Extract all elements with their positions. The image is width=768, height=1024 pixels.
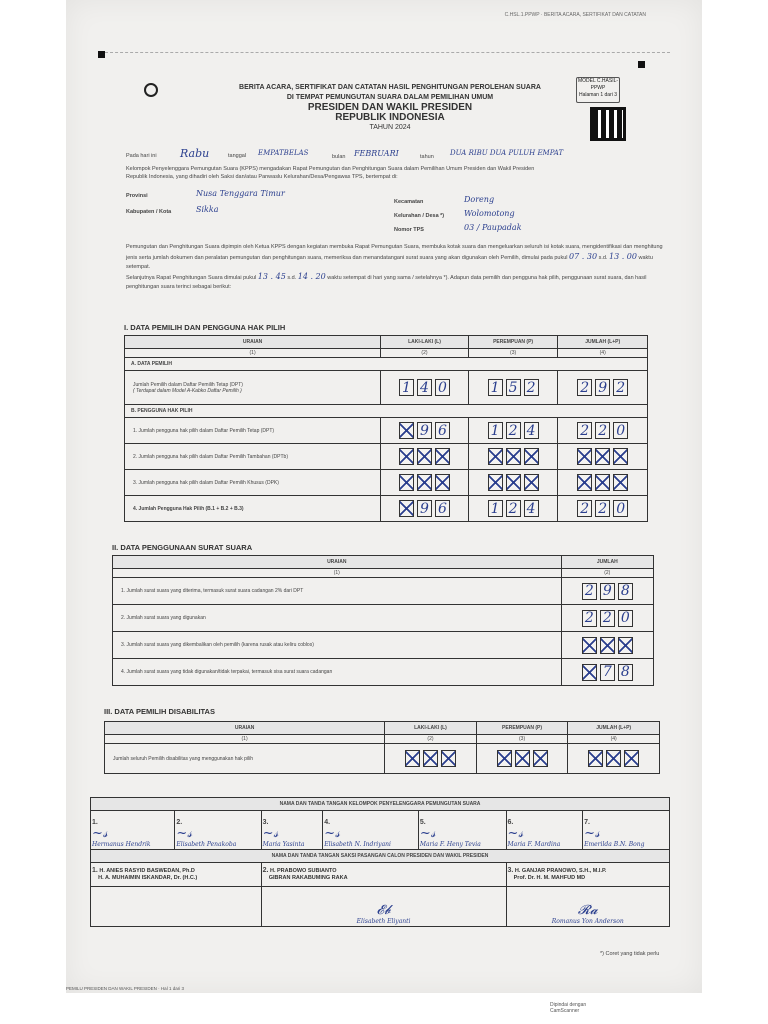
digit-box[interactable]: 1	[488, 422, 503, 439]
kpps-signature-cell	[175, 811, 261, 850]
qr-code-icon	[590, 107, 626, 141]
col-jumlah: JUMLAH (L+P)	[568, 722, 660, 735]
digit-box[interactable]: 2	[577, 500, 592, 517]
value-bulan: FEBRUARI	[354, 149, 399, 158]
cand1-president: H. ANIES RASYID BASWEDAN, Ph.D	[99, 868, 195, 874]
digit-box[interactable]: 4	[417, 379, 432, 396]
kpps-number: 6.	[507, 819, 514, 826]
intro-line: Republik Indonesia, yang dihadiri oleh Saksi dan/atau Panwaslu Kelurahan/Desa/Pengawas TPS, bertempat di:	[126, 174, 398, 180]
digit-box[interactable]: 2	[577, 379, 592, 396]
digit-group[interactable]	[405, 750, 456, 767]
form-header	[180, 83, 600, 133]
cand1-cell	[91, 863, 262, 887]
row-b2: 2. Jumlah pengguna hak pilih dalam Daftar Pemilih Tambahan (DPTb)	[125, 444, 381, 470]
crossed-digit-box[interactable]	[524, 474, 539, 491]
col-number: (4)	[568, 735, 660, 744]
kpps-number: 4.	[324, 819, 331, 826]
crossed-digit-box[interactable]	[399, 448, 414, 465]
digit-group[interactable]	[488, 448, 539, 465]
table-signatures	[90, 797, 670, 927]
row-ss4: 4. Jumlah surat suara yang tidak digunakan/tidak terpakai, termasuk sisa surat suara cadangan	[113, 659, 562, 686]
label-tanggal: tanggal	[228, 153, 247, 159]
crossed-digit-box[interactable]	[488, 474, 503, 491]
label-tps: Nomor TPS	[394, 227, 424, 233]
signature-icon: ~𝓈	[324, 826, 340, 841]
digit-group[interactable]	[399, 500, 450, 517]
crossed-digit-box[interactable]	[515, 750, 530, 767]
section-3-title: III. DATA PEMILIH DISABILITAS	[104, 707, 215, 716]
col-number: (1)	[113, 569, 562, 578]
digit-box[interactable]: 2	[577, 422, 592, 439]
digit-group[interactable]	[582, 664, 633, 681]
label-hari: Pada hari ini	[126, 153, 157, 159]
kpps-member-name: Maria F. Mardina	[507, 841, 561, 848]
digit-group[interactable]	[577, 422, 628, 439]
digit-box[interactable]: 8	[618, 583, 633, 600]
procedure-tail: waktu setempat.	[126, 255, 653, 270]
col-number: (2)	[561, 569, 653, 578]
digit-box[interactable]: 2	[582, 610, 597, 627]
col-number: (2)	[381, 349, 469, 358]
end-time: 13 . 00	[608, 252, 637, 261]
col-laki: LAKI-LAKI (L)	[385, 722, 477, 735]
col-jumlah: JUMLAH	[561, 556, 653, 569]
kpps-member-name: Maria F. Heny Tevia	[419, 841, 481, 848]
cand2-president: H. PRABOWO SUBIANTO	[269, 868, 337, 874]
crossed-digit-box[interactable]	[399, 474, 414, 491]
cand3-vice: Prof. Dr. H. M. MAHFUD MD	[513, 875, 586, 881]
signature-icon: 𝓡𝓪	[577, 903, 598, 918]
digit-box[interactable]: 6	[435, 500, 450, 517]
digit-box[interactable]: 6	[435, 422, 450, 439]
count-end-time: 14 . 20	[297, 272, 326, 281]
col-number: (1)	[125, 349, 381, 358]
kpps-title: NAMA DAN TANDA TANGAN KELOMPOK PENYELENGGARA PEMUNGUTAN SUARA	[91, 798, 670, 811]
model-label: MODEL C.HASIL-PPWP	[577, 78, 619, 91]
saksi1-sign-cell	[91, 887, 262, 927]
cand3-president: H. GANJAR PRANOWO, S.H., M.I.P.	[514, 868, 607, 874]
value-kabupaten: Sikka	[196, 205, 219, 214]
crossed-digit-box[interactable]	[405, 750, 420, 767]
header-title: PRESIDEN DAN WAKIL PRESIDEN	[307, 102, 473, 113]
digit-group[interactable]	[399, 422, 450, 439]
saksi-title: NAMA DAN TANDA TANGAN SAKSI PASANGAN CALON PRESIDEN DAN WAKIL PRESIDEN	[91, 850, 670, 863]
crossed-digit-box[interactable]	[600, 637, 615, 654]
cand3-cell	[506, 863, 669, 887]
col-laki: LAKI-LAKI (L)	[381, 336, 469, 349]
digit-box[interactable]: 7	[600, 664, 615, 681]
crossed-digit-box[interactable]	[423, 750, 438, 767]
crossed-digit-box[interactable]	[524, 448, 539, 465]
cand2-cell	[261, 863, 506, 887]
digit-box[interactable]: 9	[417, 500, 432, 517]
row-sublabel: ( Terdapat dalam Model A-Kabko Daftar Pemilih )	[133, 387, 242, 394]
value-hari: Rabu	[180, 147, 210, 160]
row-b4: 4. Jumlah Pengguna Hak Pilih (B.1 + B.2 + B.3)	[125, 496, 381, 522]
row-dpt	[125, 371, 381, 405]
digit-group[interactable]	[582, 583, 633, 600]
corner-marker-icon	[98, 51, 105, 58]
kpps-member-name: Elisabeth Penakoba	[176, 841, 237, 848]
kpps-signature-cell	[418, 811, 506, 850]
signature-icon: ~𝓈	[262, 826, 279, 841]
row-ss1: 1. Jumlah surat suara yang diterima, termasuk surat suara cadangan 2% dari DPT	[113, 578, 562, 605]
start-time: 07 . 30	[569, 252, 598, 261]
digit-box[interactable]: 2	[595, 500, 610, 517]
crossed-digit-box[interactable]	[613, 448, 628, 465]
crossed-digit-box[interactable]	[577, 448, 592, 465]
col-jumlah: JUMLAH (L+P)	[558, 336, 648, 349]
digit-box[interactable]: 0	[613, 500, 628, 517]
value-provinsi: Nusa Tenggara Timur	[196, 189, 285, 198]
label-bulan: bulan	[332, 154, 346, 160]
digit-group[interactable]	[582, 637, 633, 654]
signature-icon: ~𝓈	[584, 826, 600, 841]
crossed-digit-box[interactable]	[417, 448, 432, 465]
kpps-member-name: Hermanus Hendrik	[92, 841, 151, 848]
col-uraian: URAIAN	[105, 722, 385, 735]
col-perempuan: PEREMPUAN (P)	[476, 722, 568, 735]
section-1-title: I. DATA PEMILIH DAN PENGGUNA HAK PILIH	[124, 323, 286, 332]
crossed-digit-box[interactable]	[618, 637, 633, 654]
header-line: DI TEMPAT PEMUNGUTAN SUARA DALAM PEMILIHAN UMUM	[286, 94, 494, 101]
digit-group[interactable]	[488, 379, 539, 396]
col-number: (2)	[385, 735, 477, 744]
crossed-digit-box[interactable]	[399, 422, 414, 439]
header-year: TAHUN 2024	[369, 124, 411, 131]
row-ss2: 2. Jumlah surat suara yang digunakan	[113, 605, 562, 632]
row-b1: 1. Jumlah pengguna hak pilih dalam Daftar Pemilih Tetap (DPT)	[125, 418, 381, 444]
kpps-signature-cell	[91, 811, 175, 850]
digit-group[interactable]	[577, 474, 628, 491]
count-start-time: 13 . 45	[257, 272, 286, 281]
crossed-digit-box[interactable]	[399, 500, 414, 517]
digit-group[interactable]	[399, 448, 450, 465]
digit-box[interactable]: 1	[488, 500, 503, 517]
digit-box[interactable]: 2	[613, 379, 628, 396]
digit-box[interactable]: 8	[618, 664, 633, 681]
bottom-strip: PEMILU PRESIDEN DAN WAKIL PRESIDEN · Hal 1 dari 3	[66, 986, 184, 991]
saksi2-name: Elisabeth Eliyanti	[356, 918, 411, 925]
crossed-digit-box[interactable]	[606, 750, 621, 767]
crossed-digit-box[interactable]	[435, 474, 450, 491]
signature-icon: ~𝓈	[419, 826, 436, 841]
crossed-digit-box[interactable]	[624, 750, 639, 767]
section-2-title: II. DATA PENGGUNAAN SURAT SUARA	[112, 543, 253, 552]
digit-group[interactable]	[577, 379, 628, 396]
saksi3-name: Romanus Yon Anderson	[551, 918, 624, 925]
value-kelurahan: Wolomotong	[464, 209, 515, 218]
value-tps: 03 / Paupadak	[464, 223, 522, 232]
kpu-logo-icon	[144, 83, 158, 97]
digit-box[interactable]: 4	[524, 422, 539, 439]
digit-box[interactable]: 9	[595, 379, 610, 396]
digit-box[interactable]: 0	[618, 610, 633, 627]
col-number: (4)	[558, 349, 648, 358]
procedure-part2: Selanjutnya Rapat Penghitungan Suara dimulai pukul	[126, 275, 257, 281]
crossed-digit-box[interactable]	[435, 448, 450, 465]
sd-text: s.d.	[598, 255, 608, 261]
digit-group[interactable]	[399, 379, 450, 396]
kpps-number: 7.	[584, 819, 590, 826]
procedure-tail: waktu setempat di hari yang sama / setelahnya *). Adapun data pemilih dan pengguna hak pilih, penggunaan surat suara, dan hasil penghitungan suara terinci sebagai berikut:	[126, 275, 647, 290]
signature-icon: ~𝓈	[92, 826, 108, 841]
cand-number: 2.	[262, 867, 269, 874]
digit-box[interactable]: 1	[399, 379, 414, 396]
crossed-digit-box[interactable]	[441, 750, 456, 767]
digit-group[interactable]	[488, 422, 539, 439]
digit-group[interactable]	[577, 500, 628, 517]
row-label: Jumlah Pemilih dalam Daftar Pemilih Tetap (DPT)	[133, 381, 243, 388]
kpps-member-name: Maria Yasinta	[262, 841, 305, 848]
subsection-b: B. PENGGUNA HAK PILIH	[125, 405, 648, 418]
kpps-member-name: Elisabeth N. Indriyani	[324, 841, 391, 848]
page-label: Halaman 1 dari 3	[578, 92, 618, 98]
digit-box[interactable]: 2	[582, 583, 597, 600]
kpps-signature-cell	[506, 811, 583, 850]
kpps-number: 5.	[419, 819, 426, 826]
digit-group[interactable]	[399, 474, 450, 491]
label-provinsi: Provinsi	[126, 193, 148, 199]
crossed-digit-box[interactable]	[595, 448, 610, 465]
digit-group[interactable]	[488, 474, 539, 491]
digit-box[interactable]: 1	[488, 379, 503, 396]
crossed-digit-box[interactable]	[582, 637, 597, 654]
cand-number: 1.	[92, 867, 98, 874]
signature-icon: ~𝓈	[507, 826, 524, 841]
cand-number: 3.	[507, 867, 514, 874]
cand2-vice: GIBRAN RAKABUMING RAKA	[268, 875, 348, 881]
crossed-digit-box[interactable]	[488, 448, 503, 465]
document-sheet	[66, 0, 702, 993]
intro-line: Kelompok Penyelenggara Pemungutan Suara (KPPS) mengadakan Rapat Pemungutan dan Penghitungan Suara dalam Pemilihan Umum Presiden dan Wakil Presiden	[126, 166, 535, 172]
signature-icon: 𝓔𝓫	[376, 903, 391, 918]
label-tahun: tahun	[420, 154, 434, 160]
header-title: REPUBLIK INDONESIA	[335, 112, 445, 123]
digit-box[interactable]: 2	[524, 379, 539, 396]
crossed-digit-box[interactable]	[582, 664, 597, 681]
col-number: (3)	[476, 735, 568, 744]
crossed-digit-box[interactable]	[506, 448, 521, 465]
value-tanggal: EMPATBELAS	[258, 149, 309, 157]
col-number: (3)	[468, 349, 558, 358]
digit-box[interactable]: 0	[613, 422, 628, 439]
footnote: *) Coret yang tidak perlu	[600, 951, 660, 957]
procedure-part1: Pemungutan dan Penghitungan Suara dipimpin oleh Ketua KPPS dengan kegiatan membuka Rapat Pemungutan Suara, membuka kotak suara dan mengeluarkan seluruh isi kotak suara, mengidentifikasi dan menghitung jenis serta jumlah dokumen dan peralatan pemungutan dan penghitungan suara, memeriksa dan menandatangani surat suara yang akan digunakan oleh Pemilih, dimulai pada pukul	[126, 244, 663, 261]
kpps-signature-row	[91, 811, 670, 850]
digit-box[interactable]: 9	[417, 422, 432, 439]
saksi3-sign-cell	[506, 887, 669, 927]
label-kelurahan: Kelurahan / Desa *)	[394, 213, 445, 219]
value-tahun: DUA RIBU DUA PULUH EMPAT	[450, 149, 564, 157]
digit-box[interactable]: 2	[600, 610, 615, 627]
crossed-digit-box[interactable]	[497, 750, 512, 767]
digit-box[interactable]: 9	[600, 583, 615, 600]
crossed-digit-box[interactable]	[506, 474, 521, 491]
digit-group[interactable]	[497, 750, 548, 767]
digit-group[interactable]	[582, 610, 633, 627]
col-uraian: URAIAN	[125, 336, 381, 349]
row-ss3: 3. Jumlah surat suara yang dikembalikan oleh pemilih (karena rusak atau keliru coblos)	[113, 632, 562, 659]
signature-icon: ~𝓈	[176, 826, 193, 841]
kpps-signature-cell	[261, 811, 323, 850]
table-surat-suara	[112, 555, 654, 686]
crossed-digit-box[interactable]	[417, 474, 432, 491]
kpps-number: 1.	[92, 819, 98, 826]
crossed-digit-box[interactable]	[595, 474, 610, 491]
digit-box[interactable]: 2	[595, 422, 610, 439]
crossed-digit-box[interactable]	[613, 474, 628, 491]
digit-group[interactable]	[588, 750, 639, 767]
table-disabilitas	[104, 721, 660, 774]
header-line: BERITA ACARA, SERTIFIKAT DAN CATATAN HASIL PENGHITUNGAN PEROLEHAN SUARA	[239, 84, 541, 91]
model-box	[576, 77, 620, 103]
table-pemilih	[124, 335, 648, 522]
intro-text	[126, 165, 666, 181]
digit-box[interactable]: 4	[524, 500, 539, 517]
value-kecamatan: Doreng	[464, 195, 495, 204]
corner-marker-icon	[638, 61, 645, 68]
col-perempuan: PEREMPUAN (P)	[468, 336, 558, 349]
row-disabilitas: Jumlah seluruh Pemilih disabilitas yang menggunakan hak pilih	[105, 744, 385, 774]
crossed-digit-box[interactable]	[577, 474, 592, 491]
crossed-digit-box[interactable]	[588, 750, 603, 767]
digit-group[interactable]	[577, 448, 628, 465]
top-code: C.HSL.1.PPWP · BERITA ACARA, SERTIFIKAT DAN CATATAN	[504, 12, 646, 18]
sd-text: s.d.	[287, 275, 297, 281]
crossed-digit-box[interactable]	[533, 750, 548, 767]
kpps-signature-cell	[323, 811, 419, 850]
digit-box[interactable]: 2	[506, 422, 521, 439]
label-kabupaten: Kabupaten / Kota	[126, 209, 172, 215]
kpps-number: 2.	[176, 819, 183, 826]
digit-group[interactable]	[488, 500, 539, 517]
digit-box[interactable]: 5	[506, 379, 521, 396]
col-number: (1)	[105, 735, 385, 744]
subsection-a: A. DATA PEMILIH	[125, 358, 648, 371]
scanner-watermark: Dipindai dengan CamScanner	[550, 1002, 587, 1014]
kpps-number: 3.	[262, 819, 269, 826]
procedure-text	[126, 243, 666, 292]
form-area	[92, 52, 670, 965]
cand1-vice: H. A. MUHAIMIN ISKANDAR, Dr. (H.C.)	[98, 875, 198, 881]
col-uraian: URAIAN	[113, 556, 562, 569]
kpps-signature-cell	[583, 811, 670, 850]
label-kecamatan: Kecamatan	[394, 199, 424, 205]
saksi2-sign-cell	[261, 887, 506, 927]
row-b3: 3. Jumlah pengguna hak pilih dalam Daftar Pemilih Khusus (DPK)	[125, 470, 381, 496]
digit-box[interactable]: 2	[506, 500, 521, 517]
digit-box[interactable]: 0	[435, 379, 450, 396]
kpps-member-name: Emerilda B.N. Bong	[584, 841, 645, 848]
